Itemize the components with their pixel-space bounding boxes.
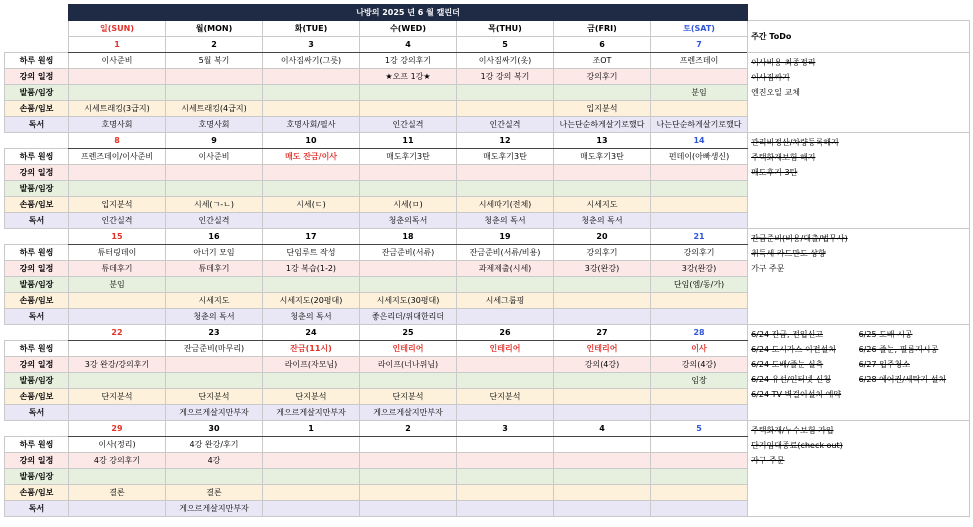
schedule-cell — [651, 165, 748, 181]
schedule-cell: 튜데후기 — [69, 261, 166, 277]
date-cell: 23 — [166, 325, 263, 341]
schedule-cell: 인테리어 — [457, 341, 554, 357]
schedule-cell: 청춘의 독서 — [457, 213, 554, 229]
schedule-cell — [69, 405, 166, 421]
schedule-cell: 나는단순하게살기로했다 — [554, 117, 651, 133]
schedule-cell: 시세(ㄱ-ㄴ) — [166, 197, 263, 213]
schedule-cell — [263, 181, 360, 197]
schedule-cell: 아너기 모임 — [166, 245, 263, 261]
schedule-cell — [263, 277, 360, 293]
date-cell: 5 — [651, 421, 748, 437]
weekly-todo-header: 주간 ToDo — [748, 21, 970, 53]
schedule-cell: 매도후기3탄 — [554, 149, 651, 165]
date-row-blank — [5, 325, 69, 341]
schedule-cell: 인간실격 — [166, 213, 263, 229]
schedule-cell: 게으르게살지만부자 — [166, 501, 263, 517]
schedule-cell: 이사(정리) — [69, 437, 166, 453]
weekly-todo-cell — [748, 421, 970, 517]
row-label: 발품/임장 — [5, 85, 69, 101]
schedule-cell: 임장 — [651, 373, 748, 389]
week-0-row-0 — [5, 53, 970, 69]
todo-item: 6/24 TV 벽걸이설치 예약 — [751, 390, 842, 399]
schedule-cell — [651, 389, 748, 405]
schedule-cell: 매도후기3탄 — [360, 149, 457, 165]
schedule-cell — [360, 437, 457, 453]
todo-item: 취득세 카드만도 상향 — [751, 249, 826, 258]
day-header-6: 토(SAT) — [651, 21, 748, 37]
schedule-cell: 게으르게살지만부자 — [166, 405, 263, 421]
schedule-cell: 잔금준비(서류) — [360, 245, 457, 261]
schedule-cell: 청춘의 독서 — [554, 213, 651, 229]
schedule-cell: 단지분석 — [263, 389, 360, 405]
schedule-cell — [457, 485, 554, 501]
schedule-cell — [651, 437, 748, 453]
schedule-cell: 시세(ㄷ) — [263, 197, 360, 213]
day-header-5: 금(FRI) — [554, 21, 651, 37]
schedule-cell — [554, 469, 651, 485]
calendar-title: 나방의 2025 년 6 월 캘린더 — [69, 5, 748, 21]
schedule-cell — [69, 69, 166, 85]
schedule-cell — [166, 469, 263, 485]
schedule-cell: 분임 — [651, 85, 748, 101]
date-cell: 6 — [554, 37, 651, 53]
todo-item: 6/24 도배/줄눈 실측 — [751, 360, 824, 369]
date-cell: 4 — [554, 421, 651, 437]
date-cell: 29 — [69, 421, 166, 437]
date-cell: 30 — [166, 421, 263, 437]
day-header-row — [5, 21, 970, 37]
schedule-cell — [263, 437, 360, 453]
schedule-cell: 3강 완강/강의후기 — [69, 357, 166, 373]
schedule-cell — [360, 85, 457, 101]
corner-blank — [5, 5, 69, 21]
day-header-blank — [5, 21, 69, 37]
schedule-cell: 과제제출(시세) — [457, 261, 554, 277]
schedule-cell: 조OT — [554, 53, 651, 69]
row-label: 강의 일정 — [5, 69, 69, 85]
date-cell: 1 — [69, 37, 166, 53]
date-cell: 14 — [651, 133, 748, 149]
schedule-cell — [457, 373, 554, 389]
date-cell: 3 — [457, 421, 554, 437]
schedule-cell — [69, 165, 166, 181]
todo-item: 엔진오일 교체 — [751, 88, 800, 97]
row-label: 하루 원씽 — [5, 437, 69, 453]
schedule-cell: 잔금준비(서류/비용) — [457, 245, 554, 261]
title-right-blank — [748, 5, 970, 21]
schedule-cell — [69, 501, 166, 517]
schedule-cell — [69, 469, 166, 485]
schedule-cell — [457, 405, 554, 421]
week-3-date-row — [5, 325, 970, 341]
schedule-cell — [263, 373, 360, 389]
schedule-cell — [166, 69, 263, 85]
schedule-cell — [166, 181, 263, 197]
schedule-cell: 호명사회/필사 — [263, 117, 360, 133]
todo-columns — [751, 327, 966, 402]
schedule-cell — [263, 485, 360, 501]
schedule-cell — [554, 309, 651, 325]
schedule-cell: 호명사회 — [69, 117, 166, 133]
schedule-cell: 강의(4강) — [651, 357, 748, 373]
schedule-cell: 단지분석 — [69, 389, 166, 405]
schedule-cell: 강의후기 — [554, 245, 651, 261]
row-label: 하루 원씽 — [5, 149, 69, 165]
todo-column-right — [859, 327, 967, 402]
week-2-date-row — [5, 229, 970, 245]
date-cell: 2 — [166, 37, 263, 53]
day-header-4: 목(THU) — [457, 21, 554, 37]
schedule-cell: ★오프 1강★ — [360, 69, 457, 85]
schedule-cell — [554, 277, 651, 293]
todo-item: 6/25 도배 시공 — [858, 330, 913, 339]
schedule-cell: 1강 복습(1-2) — [263, 261, 360, 277]
schedule-cell — [166, 85, 263, 101]
schedule-cell: 인간실격 — [360, 117, 457, 133]
row-label: 강의 일정 — [5, 165, 69, 181]
schedule-cell — [457, 101, 554, 117]
row-label: 독서 — [5, 501, 69, 517]
row-label: 독서 — [5, 117, 69, 133]
schedule-cell: 3강(완강) — [554, 261, 651, 277]
schedule-cell — [166, 277, 263, 293]
date-row-blank — [5, 37, 69, 53]
schedule-cell — [263, 453, 360, 469]
todo-item: 관리비정산/차량등록해지 — [751, 138, 839, 147]
schedule-cell — [651, 405, 748, 421]
schedule-cell — [263, 101, 360, 117]
row-label: 하루 원씽 — [5, 53, 69, 69]
schedule-cell: 분임 — [69, 277, 166, 293]
schedule-cell — [457, 309, 554, 325]
schedule-cell: 시세따기(전체) — [457, 197, 554, 213]
date-cell: 4 — [360, 37, 457, 53]
schedule-cell: 인간실격 — [457, 117, 554, 133]
todo-item: 이사짐싸기 — [751, 73, 790, 82]
date-cell: 3 — [263, 37, 360, 53]
day-header-2: 화(TUE) — [263, 21, 360, 37]
date-cell: 2 — [360, 421, 457, 437]
schedule-cell — [651, 469, 748, 485]
schedule-cell: 매도 잔금/이사 — [263, 149, 360, 165]
date-cell: 24 — [263, 325, 360, 341]
date-cell: 1 — [263, 421, 360, 437]
schedule-cell: 시세트래킹(3급지) — [69, 101, 166, 117]
schedule-cell — [360, 101, 457, 117]
schedule-cell — [360, 501, 457, 517]
date-row-blank — [5, 229, 69, 245]
schedule-cell: 입지분석 — [69, 197, 166, 213]
day-header-0: 일(SUN) — [69, 21, 166, 37]
schedule-cell: 시세(ㅁ) — [360, 197, 457, 213]
schedule-cell — [554, 181, 651, 197]
weekly-todo-cell — [748, 133, 970, 229]
schedule-cell: 튜데후기 — [166, 261, 263, 277]
schedule-cell — [457, 437, 554, 453]
schedule-cell: 청춘의 독서 — [263, 309, 360, 325]
schedule-cell: 잔금준비(마무리) — [166, 341, 263, 357]
todo-item: 가구 주문 — [751, 456, 785, 465]
row-label: 발품/임장 — [5, 373, 69, 389]
schedule-cell — [554, 165, 651, 181]
todo-item: 주택화재/누수보험 가입 — [751, 426, 834, 435]
row-label: 강의 일정 — [5, 357, 69, 373]
schedule-cell — [651, 197, 748, 213]
schedule-cell — [457, 165, 554, 181]
date-cell: 11 — [360, 133, 457, 149]
row-label: 손품/임보 — [5, 101, 69, 117]
schedule-cell — [457, 85, 554, 101]
schedule-cell: 1강 강의후기 — [360, 53, 457, 69]
schedule-cell — [263, 85, 360, 101]
row-label: 발품/임장 — [5, 181, 69, 197]
todo-item: 6/24 유선/인터넷 신청 — [751, 375, 831, 384]
todo-item: 가구 주문 — [751, 264, 785, 273]
schedule-cell — [554, 389, 651, 405]
schedule-cell: 단임루트 작성 — [263, 245, 360, 261]
schedule-cell — [69, 309, 166, 325]
schedule-cell — [457, 181, 554, 197]
date-cell: 26 — [457, 325, 554, 341]
schedule-cell — [166, 357, 263, 373]
date-cell: 10 — [263, 133, 360, 149]
todo-item: 잔금준비(비용/대출/법무사) — [751, 234, 848, 243]
todo-item: 단기임대종료(check out) — [751, 441, 843, 450]
schedule-cell — [554, 453, 651, 469]
schedule-cell: 단임(엠/동/가) — [651, 277, 748, 293]
schedule-cell — [360, 373, 457, 389]
todo-column-left — [751, 327, 859, 402]
schedule-cell — [554, 485, 651, 501]
schedule-cell: 시세지도(30평대) — [360, 293, 457, 309]
schedule-cell: 인테리어 — [360, 341, 457, 357]
schedule-cell — [166, 373, 263, 389]
date-cell: 25 — [360, 325, 457, 341]
schedule-cell — [457, 501, 554, 517]
schedule-cell: 이사준비 — [69, 53, 166, 69]
schedule-cell: 이사준비 — [166, 149, 263, 165]
schedule-cell: 결론 — [69, 485, 166, 501]
schedule-cell — [360, 277, 457, 293]
todo-item: 매도후기 3탄 — [751, 168, 798, 177]
row-label: 독서 — [5, 405, 69, 421]
week-1-date-row — [5, 133, 970, 149]
schedule-cell — [651, 485, 748, 501]
schedule-cell: 게으르게살지만부자 — [263, 405, 360, 421]
schedule-cell — [554, 437, 651, 453]
schedule-cell: 매도후기3탄 — [457, 149, 554, 165]
schedule-cell — [554, 373, 651, 389]
date-cell: 7 — [651, 37, 748, 53]
row-label: 강의 일정 — [5, 453, 69, 469]
schedule-cell: 좋은리더/위대한리더 — [360, 309, 457, 325]
schedule-cell: 4강 완강/후기 — [166, 437, 263, 453]
row-label: 하루 원씽 — [5, 341, 69, 357]
row-label: 하루 원씽 — [5, 245, 69, 261]
date-cell: 21 — [651, 229, 748, 245]
schedule-cell: 잔금(11시) — [263, 341, 360, 357]
schedule-cell — [360, 261, 457, 277]
schedule-cell: 청춘의 독서 — [166, 309, 263, 325]
schedule-cell: 이사짐싸기(옷) — [457, 53, 554, 69]
schedule-cell — [360, 485, 457, 501]
schedule-cell — [263, 69, 360, 85]
schedule-cell — [69, 373, 166, 389]
schedule-cell — [457, 357, 554, 373]
row-label: 발품/임장 — [5, 469, 69, 485]
schedule-cell: 프렌즈데이 — [651, 53, 748, 69]
schedule-cell — [360, 165, 457, 181]
schedule-cell — [554, 501, 651, 517]
schedule-cell — [651, 213, 748, 229]
schedule-cell — [651, 453, 748, 469]
date-cell: 16 — [166, 229, 263, 245]
date-row-blank — [5, 133, 69, 149]
schedule-cell: 단지분석 — [360, 389, 457, 405]
todo-item: 6/26 줄눈, 필름지시공 — [858, 345, 939, 354]
schedule-cell: 강의후기 — [651, 245, 748, 261]
schedule-cell — [166, 165, 263, 181]
schedule-cell — [360, 469, 457, 485]
date-cell: 22 — [69, 325, 166, 341]
schedule-cell — [263, 501, 360, 517]
schedule-cell: 이사짐싸기(그릇) — [263, 53, 360, 69]
schedule-cell: 단지분석 — [457, 389, 554, 405]
date-row-blank — [5, 421, 69, 437]
schedule-cell — [651, 501, 748, 517]
schedule-cell: 나는단순하게살기로했다 — [651, 117, 748, 133]
schedule-cell — [69, 85, 166, 101]
week-4-date-row — [5, 421, 970, 437]
schedule-cell: 강의후기 — [554, 69, 651, 85]
weekly-todo-cell — [748, 53, 970, 133]
schedule-cell — [554, 405, 651, 421]
schedule-cell: 청춘의독서 — [360, 213, 457, 229]
schedule-cell — [69, 293, 166, 309]
schedule-cell — [263, 469, 360, 485]
row-label: 발품/임장 — [5, 277, 69, 293]
schedule-cell — [651, 309, 748, 325]
todo-item: 6/28 에어컨/세탁기 설치 — [858, 375, 947, 384]
date-cell: 13 — [554, 133, 651, 149]
date-cell: 19 — [457, 229, 554, 245]
schedule-cell: 인간실격 — [69, 213, 166, 229]
weekly-todo-cell — [748, 229, 970, 325]
date-cell: 18 — [360, 229, 457, 245]
date-cell: 20 — [554, 229, 651, 245]
row-label: 독서 — [5, 213, 69, 229]
date-cell: 5 — [457, 37, 554, 53]
date-cell: 8 — [69, 133, 166, 149]
todo-item: 이사비용 최종정리 — [751, 58, 816, 67]
day-header-3: 수(WED) — [360, 21, 457, 37]
title-row — [5, 5, 970, 21]
todo-item: 6/24 도시가스 이전설치 — [751, 345, 836, 354]
schedule-cell: 펀데이(아빠생신) — [651, 149, 748, 165]
schedule-cell — [263, 165, 360, 181]
row-label: 손품/임보 — [5, 197, 69, 213]
schedule-cell: 시세그룹핑 — [457, 293, 554, 309]
schedule-cell — [651, 69, 748, 85]
date-cell: 9 — [166, 133, 263, 149]
schedule-cell: 호명사회 — [166, 117, 263, 133]
schedule-cell: 입지분석 — [554, 101, 651, 117]
schedule-cell: 결론 — [166, 485, 263, 501]
row-label: 독서 — [5, 309, 69, 325]
date-cell: 27 — [554, 325, 651, 341]
schedule-cell: 게으르게살지만부자 — [360, 405, 457, 421]
schedule-cell — [457, 277, 554, 293]
date-cell: 17 — [263, 229, 360, 245]
schedule-cell: 라이프(너나위님) — [360, 357, 457, 373]
todo-item: 6/27 입주청소 — [858, 360, 910, 369]
weekly-todo-cell — [748, 325, 970, 421]
schedule-cell: 라이프(자모님) — [263, 357, 360, 373]
schedule-cell — [651, 293, 748, 309]
row-label: 손품/임보 — [5, 485, 69, 501]
date-cell: 15 — [69, 229, 166, 245]
schedule-cell — [457, 453, 554, 469]
schedule-cell: 4강 — [166, 453, 263, 469]
row-label: 손품/임보 — [5, 293, 69, 309]
schedule-cell — [360, 181, 457, 197]
schedule-cell: 시세지도(20평대) — [263, 293, 360, 309]
calendar-table — [4, 4, 970, 517]
schedule-cell — [554, 85, 651, 101]
schedule-cell — [69, 181, 166, 197]
schedule-cell: 단지분석 — [166, 389, 263, 405]
schedule-cell — [651, 101, 748, 117]
date-cell: 12 — [457, 133, 554, 149]
schedule-cell — [360, 453, 457, 469]
schedule-cell: 3강(완강) — [651, 261, 748, 277]
todo-item: 주택화재보험 해지 — [751, 153, 816, 162]
schedule-cell: 5월 복기 — [166, 53, 263, 69]
schedule-cell: 프렌즈데이/이사준비 — [69, 149, 166, 165]
row-label: 강의 일정 — [5, 261, 69, 277]
schedule-cell: 시세트래킹(4급지) — [166, 101, 263, 117]
schedule-cell: 시세지도 — [554, 197, 651, 213]
schedule-cell: 1강 강의 복기 — [457, 69, 554, 85]
schedule-cell: 시세지도 — [166, 293, 263, 309]
schedule-cell — [69, 341, 166, 357]
day-header-1: 월(MON) — [166, 21, 263, 37]
schedule-cell: 강의(4강) — [554, 357, 651, 373]
schedule-cell — [263, 213, 360, 229]
schedule-cell — [554, 293, 651, 309]
schedule-cell: 튜터링데이 — [69, 245, 166, 261]
date-cell: 28 — [651, 325, 748, 341]
schedule-cell — [651, 181, 748, 197]
row-label: 손품/임보 — [5, 389, 69, 405]
schedule-cell: 4강 강의후기 — [69, 453, 166, 469]
todo-item: 6/24 잔금, 전입신고 — [751, 330, 824, 339]
schedule-cell: 인테리어 — [554, 341, 651, 357]
schedule-cell — [457, 469, 554, 485]
schedule-cell: 이사 — [651, 341, 748, 357]
